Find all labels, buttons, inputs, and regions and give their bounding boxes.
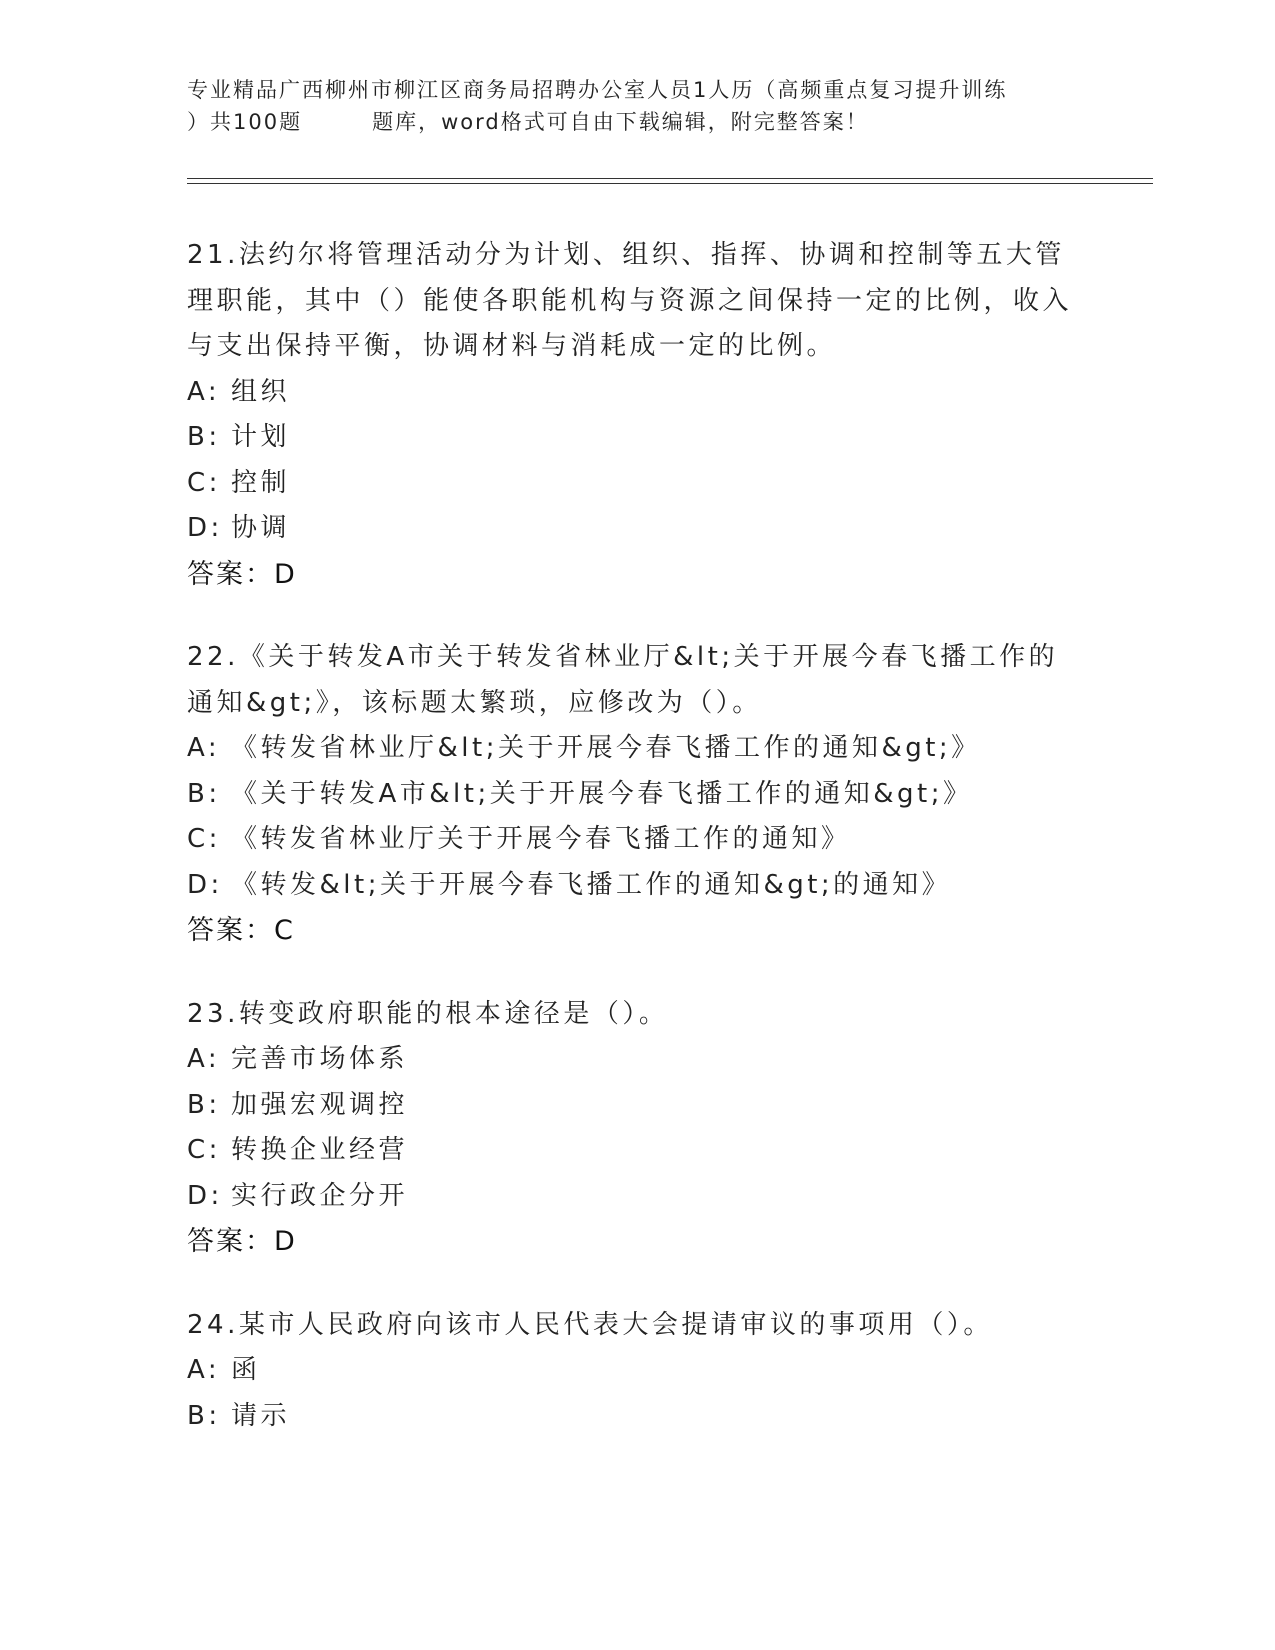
option-key: A: (187, 376, 221, 407)
option-a (187, 726, 1087, 772)
option-text: 函 (231, 1355, 261, 1385)
option-text: 《转发省林业厅关于开展今春飞播工作的通知》 (231, 824, 851, 854)
option-key: A: (187, 1355, 221, 1385)
option-b (187, 415, 1087, 461)
header-divider-top (187, 178, 1153, 179)
option-key: B: (187, 1400, 221, 1431)
option-key: C: (187, 467, 221, 498)
question-list (187, 233, 1087, 1477)
option-a (187, 1037, 1087, 1083)
option-text: 《转发&lt;关于开展今春飞播工作的通知&gt;的通知》 (231, 869, 952, 900)
option-key: C: (187, 1135, 221, 1165)
question-22 (187, 635, 1087, 954)
option-text: 计划 (231, 422, 291, 452)
option-text: 请示 (231, 1400, 291, 1431)
option-key: B: (187, 1089, 221, 1120)
option-text: 《转发省林业厅&lt;关于开展今春飞播工作的通知&gt;》 (231, 733, 981, 763)
option-c (187, 817, 1087, 863)
header-line-2-start: ）共100题 (187, 110, 303, 134)
option-d (187, 1174, 1087, 1220)
option-text: 实行政企分开 (231, 1180, 409, 1211)
option-c (187, 1128, 1087, 1174)
option-key: A: (187, 733, 221, 763)
option-b (187, 1394, 1087, 1440)
header-line-2 (187, 106, 1087, 138)
option-text: 《关于转发A市&lt;关于开展今春飞播工作的通知&gt;》 (231, 778, 973, 809)
header-divider-bottom (187, 183, 1153, 184)
option-text: 完善市场体系 (231, 1044, 409, 1074)
option-c (187, 461, 1087, 507)
option-key: D: (187, 513, 223, 543)
document-header (187, 74, 1087, 138)
question-21 (187, 233, 1087, 597)
answer-line: 答案：C (187, 915, 295, 946)
option-text: 组织 (231, 376, 291, 407)
option-text: 加强宏观调控 (231, 1089, 409, 1120)
question-text: 21.法约尔将管理活动分为计划、组织、指挥、协调和控制等五大管理职能，其中（）能使各职能机构与资源之间保持一定的比例，收入与支出保持平衡，协调材料与消耗成一定的比例。 (187, 240, 1073, 361)
option-a (187, 1348, 1087, 1394)
question-23 (187, 992, 1087, 1265)
option-b (187, 772, 1087, 818)
answer-line: 答案：D (187, 1226, 297, 1257)
answer-line: 答案：D (187, 558, 297, 590)
header-line-2-end: 题库，word格式可自由下载编辑，附完整答案！ (372, 110, 869, 134)
option-a (187, 370, 1087, 416)
option-d (187, 863, 1087, 909)
question-text: 24.某市人民政府向该市人民代表大会提请审议的事项用（）。 (187, 1309, 993, 1340)
option-text: 控制 (231, 467, 291, 498)
header-line-1: 专业精品广西柳州市柳江区商务局招聘办公室人员1人历（高频重点复习提升训练 (187, 78, 1008, 102)
question-text: 23.转变政府职能的根本途径是（）。 (187, 998, 669, 1029)
option-key: C: (187, 824, 221, 854)
option-text: 转换企业经营 (231, 1135, 409, 1165)
option-key: D: (187, 869, 223, 900)
option-d (187, 506, 1087, 552)
option-key: B: (187, 422, 221, 452)
option-text: 协调 (231, 513, 291, 543)
option-key: A: (187, 1044, 221, 1074)
question-text: 22.《关于转发A市关于转发省林业厅&lt;关于开展今春飞播工作的通知&gt;》，该标题太繁琐，应修改为（）。 (187, 642, 1059, 718)
option-key: D: (187, 1180, 223, 1211)
question-24 (187, 1303, 1087, 1440)
option-key: B: (187, 778, 221, 809)
option-b (187, 1083, 1087, 1129)
